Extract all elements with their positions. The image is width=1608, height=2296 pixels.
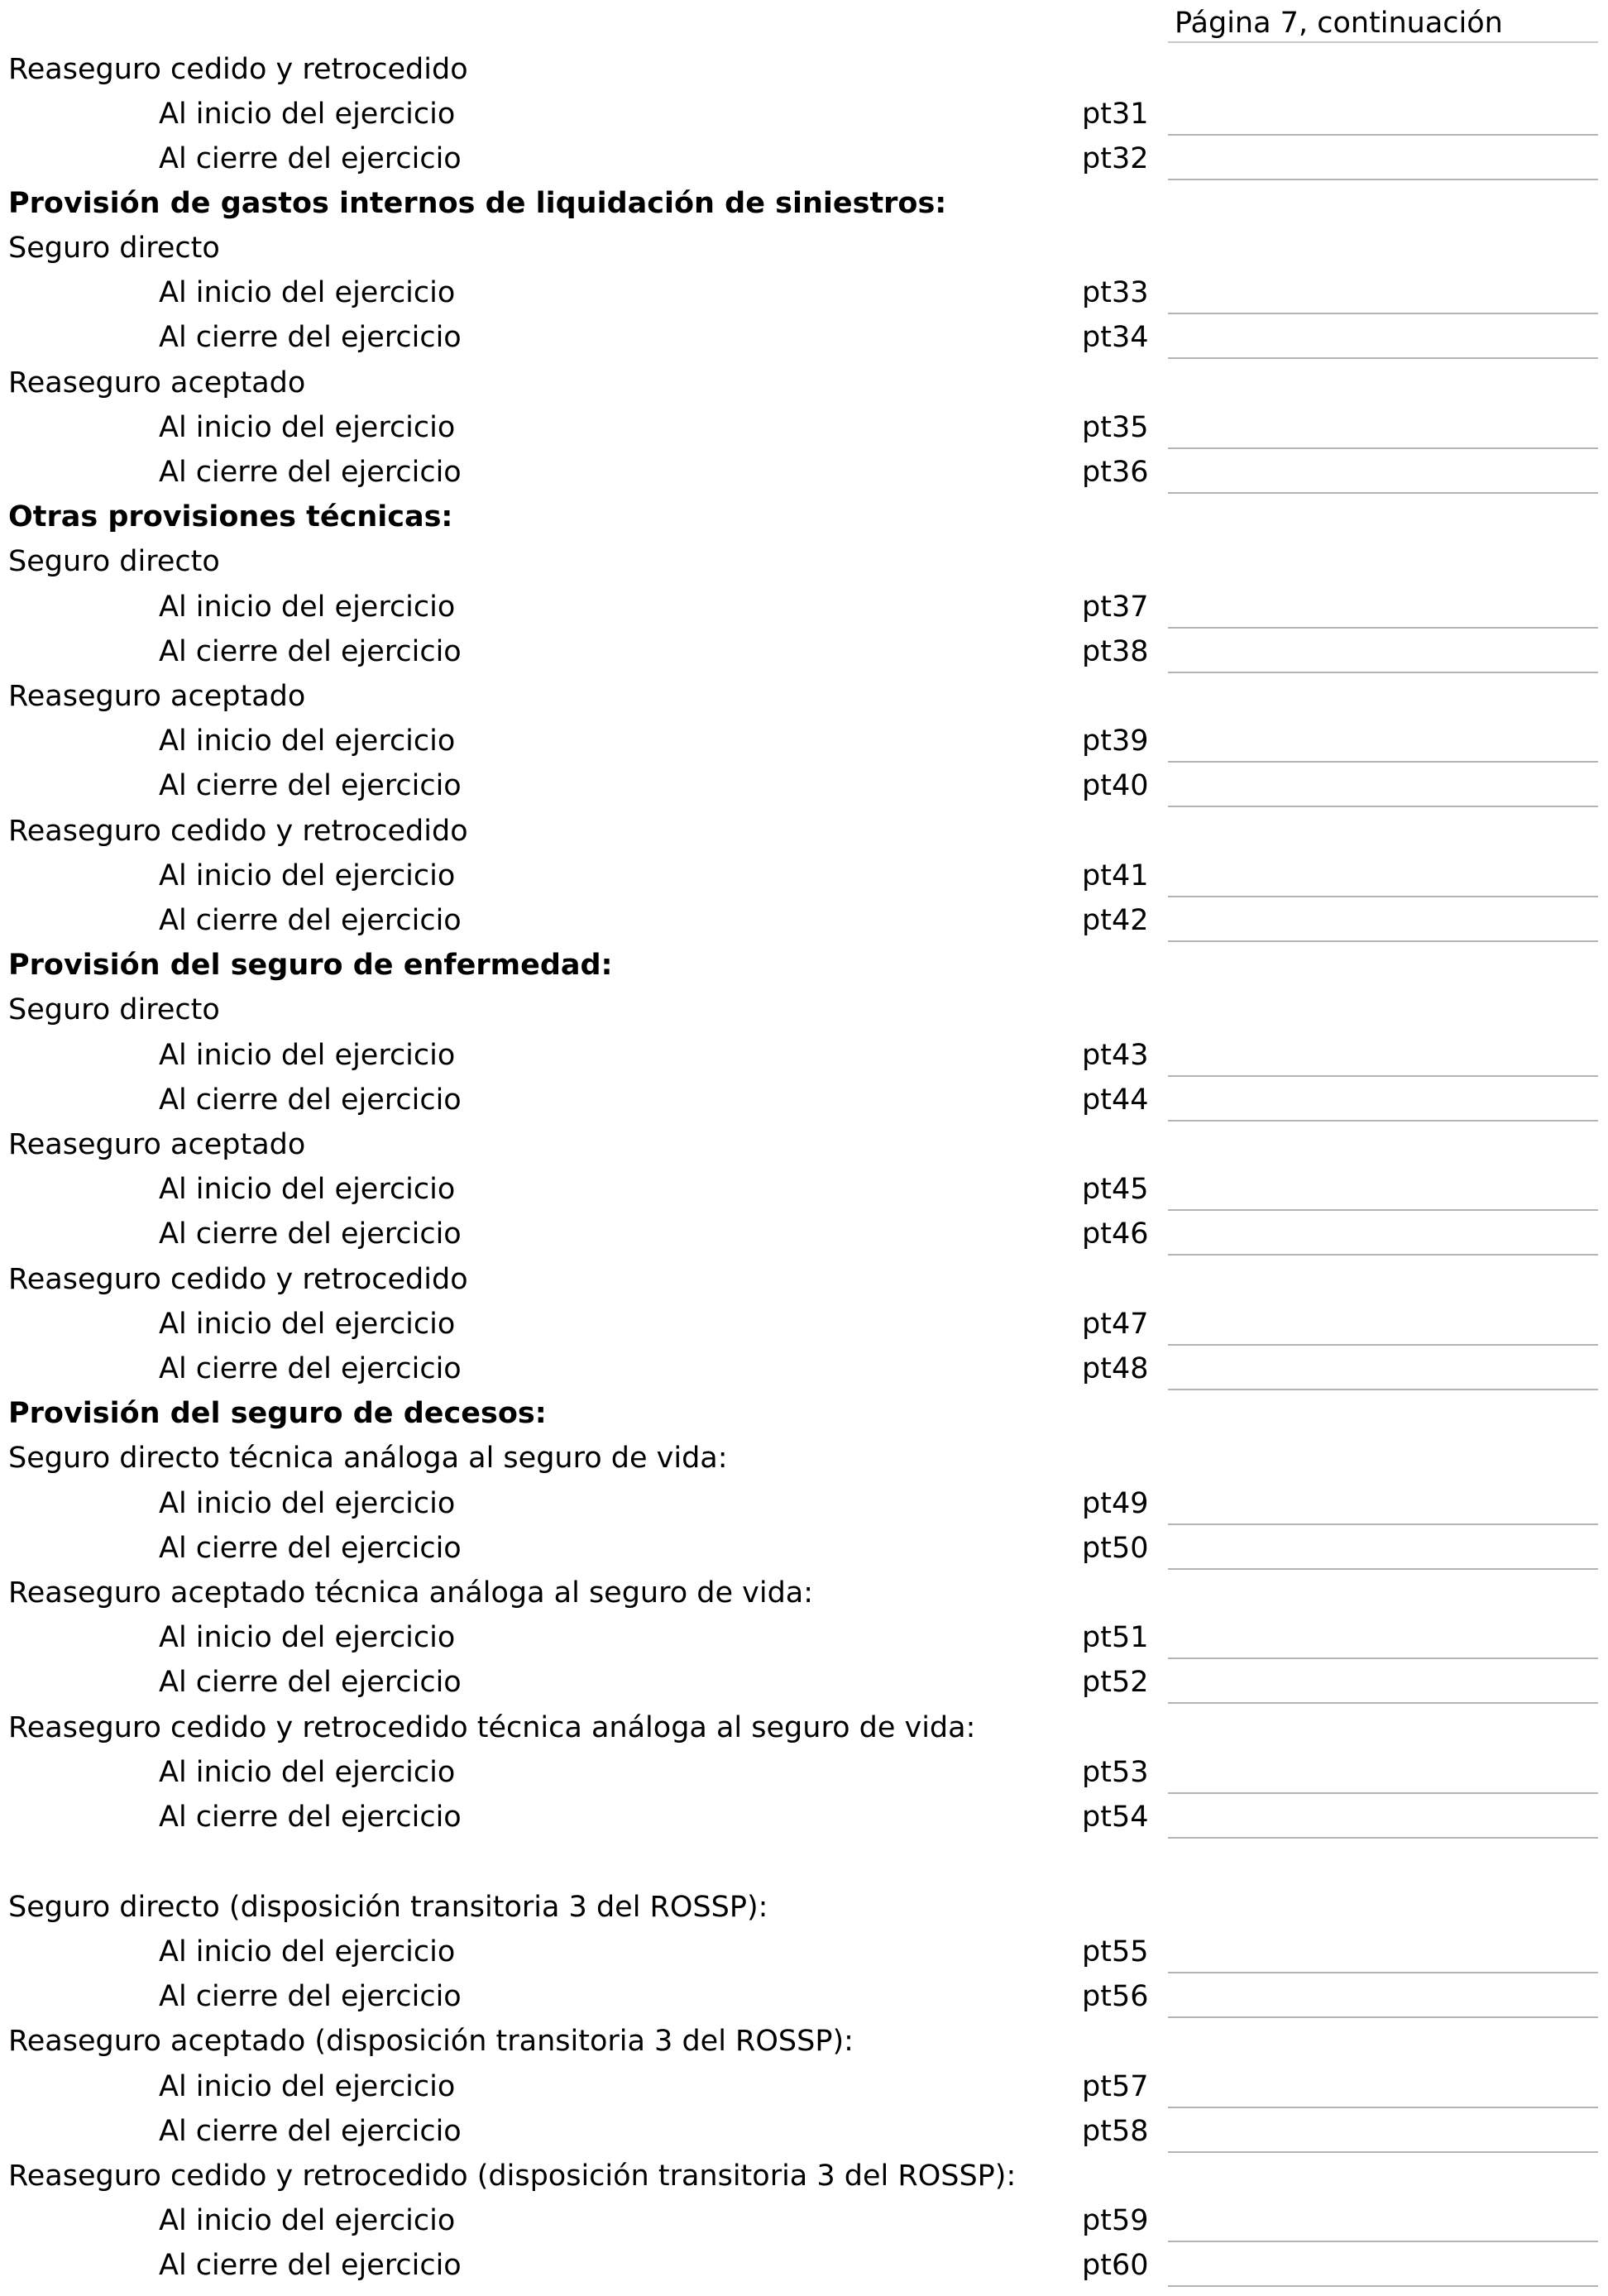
- field-code: pt60: [1082, 2249, 1149, 2282]
- subsection-row: [0, 2155, 1608, 2198]
- subsection-row: [0, 1258, 1608, 1301]
- amount-input-field[interactable]: [1168, 630, 1598, 673]
- field-code: pt40: [1082, 769, 1149, 802]
- subsection-row: [0, 361, 1608, 404]
- form-item-row: [0, 1168, 1608, 1211]
- form-item-row: [0, 1482, 1608, 1525]
- subsection-label: Reaseguro cedido y retrocedido: [8, 1263, 468, 1296]
- field-code: pt54: [1082, 1801, 1149, 1834]
- form-item-row: [0, 406, 1608, 449]
- form-item-row: [0, 1796, 1608, 1839]
- section-heading-row: [0, 944, 1608, 987]
- field-code: pt34: [1082, 321, 1149, 354]
- amount-input-field[interactable]: [1168, 1303, 1598, 1346]
- field-code: pt42: [1082, 904, 1149, 937]
- form-item-row: [0, 764, 1608, 807]
- section-heading: Provisión del seguro de decesos:: [8, 1397, 547, 1430]
- item-label: Al cierre del ejercicio: [159, 1980, 462, 2013]
- section-heading: Otras provisiones técnicas:: [8, 500, 453, 533]
- amount-input-field[interactable]: [1168, 406, 1598, 449]
- form-item-row: [0, 1616, 1608, 1659]
- form-item-row: [0, 2199, 1608, 2242]
- form-item-row: [0, 1213, 1608, 1256]
- item-label: Al inicio del ejercicio: [159, 1935, 456, 1968]
- page-label: Página 7, continuación: [1175, 7, 1503, 40]
- field-code: pt53: [1082, 1756, 1149, 1789]
- field-code: pt44: [1082, 1083, 1149, 1117]
- field-code: pt50: [1082, 1532, 1149, 1565]
- amount-input-field[interactable]: [1168, 1751, 1598, 1794]
- form-item-row: [0, 899, 1608, 942]
- field-code: pt32: [1082, 142, 1149, 175]
- section-heading-row: [0, 1392, 1608, 1435]
- form-item-row: [0, 586, 1608, 629]
- form-item-row: [0, 93, 1608, 136]
- subsection-label: Seguro directo (disposición transitoria 3 del ROSSP):: [8, 1891, 768, 1924]
- field-code: pt35: [1082, 411, 1149, 444]
- amount-input-field[interactable]: [1168, 1213, 1598, 1256]
- form-item-row: [0, 854, 1608, 897]
- field-code: pt45: [1082, 1173, 1149, 1206]
- subsection-row: [0, 675, 1608, 718]
- form-item-row: [0, 630, 1608, 673]
- field-code: pt48: [1082, 1352, 1149, 1385]
- form-item-row: [0, 2110, 1608, 2153]
- subsection-label: Reaseguro aceptado técnica análoga al seguro de vida:: [8, 1576, 814, 1610]
- amount-input-field[interactable]: [1168, 2110, 1598, 2153]
- item-label: Al inicio del ejercicio: [159, 1308, 456, 1341]
- amount-input-field[interactable]: [1168, 2065, 1598, 2108]
- field-code: pt38: [1082, 635, 1149, 668]
- form-item-row: [0, 137, 1608, 180]
- item-label: Al cierre del ejercicio: [159, 1666, 462, 1699]
- item-label: Al inicio del ejercicio: [159, 2204, 456, 2237]
- subsection-label: Seguro directo técnica análoga al seguro de vida:: [8, 1442, 728, 1475]
- subsection-label: Seguro directo: [8, 232, 220, 265]
- item-label: Al cierre del ejercicio: [159, 1352, 462, 1385]
- subsection-label: Reaseguro aceptado: [8, 1128, 306, 1161]
- item-label: Al cierre del ejercicio: [159, 456, 462, 489]
- item-label: Al inicio del ejercicio: [159, 411, 456, 444]
- section-heading: Provisión de gastos internos de liquidación de siniestros:: [8, 187, 947, 220]
- item-label: Al cierre del ejercicio: [159, 2115, 462, 2148]
- item-label: Al cierre del ejercicio: [159, 1083, 462, 1117]
- subsection-row: [0, 2020, 1608, 2063]
- field-code: pt33: [1082, 276, 1149, 309]
- field-code: pt46: [1082, 1217, 1149, 1251]
- item-label: Al cierre del ejercicio: [159, 1801, 462, 1834]
- form-item-row: [0, 1303, 1608, 1346]
- subsection-row: [0, 1571, 1608, 1614]
- amount-input-field[interactable]: [1168, 899, 1598, 942]
- item-label: Al cierre del ejercicio: [159, 142, 462, 175]
- item-label: Al inicio del ejercicio: [159, 1487, 456, 1520]
- amount-input-field[interactable]: [1168, 1796, 1598, 1839]
- field-code: pt37: [1082, 591, 1149, 624]
- field-code: pt56: [1082, 1980, 1149, 2013]
- field-code: pt55: [1082, 1935, 1149, 1968]
- form-item-row: [0, 720, 1608, 763]
- form-item-row: [0, 1751, 1608, 1794]
- subsection-label: Reaseguro cedido y retrocedido: [8, 53, 468, 86]
- amount-input-field[interactable]: [1168, 1930, 1598, 1973]
- item-label: Al inicio del ejercicio: [159, 98, 456, 131]
- field-code: pt31: [1082, 98, 1149, 131]
- subsection-label: Reaseguro cedido y retrocedido técnica análoga al seguro de vida:: [8, 1711, 976, 1744]
- amount-input-field[interactable]: [1168, 137, 1598, 180]
- field-code: pt47: [1082, 1308, 1149, 1341]
- field-code: pt57: [1082, 2070, 1149, 2103]
- item-label: Al inicio del ejercicio: [159, 859, 456, 892]
- form-item-row: [0, 451, 1608, 494]
- amount-input-field[interactable]: [1168, 2199, 1598, 2242]
- page-continuation-header: [1168, 3, 1598, 43]
- form-item-row: [0, 1527, 1608, 1570]
- item-label: Al cierre del ejercicio: [159, 769, 462, 802]
- subsection-row: [0, 540, 1608, 583]
- item-label: Al inicio del ejercicio: [159, 1039, 456, 1072]
- form-item-row: [0, 271, 1608, 314]
- amount-input-field[interactable]: [1168, 854, 1598, 897]
- subsection-row: [0, 1123, 1608, 1166]
- amount-input-field[interactable]: [1168, 1616, 1598, 1659]
- amount-input-field[interactable]: [1168, 1079, 1598, 1122]
- amount-input-field[interactable]: [1168, 451, 1598, 494]
- item-label: Al cierre del ejercicio: [159, 1217, 462, 1251]
- subsection-label: Reaseguro aceptado: [8, 680, 306, 713]
- amount-input-field[interactable]: [1168, 1482, 1598, 1525]
- field-code: pt49: [1082, 1487, 1149, 1520]
- item-label: Al inicio del ejercicio: [159, 2070, 456, 2103]
- form-item-row: [0, 316, 1608, 359]
- item-label: Al cierre del ejercicio: [159, 1532, 462, 1565]
- item-label: Al inicio del ejercicio: [159, 1756, 456, 1789]
- form-item-row: [0, 2065, 1608, 2108]
- subsection-row: [0, 1706, 1608, 1749]
- amount-input-field[interactable]: [1168, 764, 1598, 807]
- amount-input-field[interactable]: [1168, 2244, 1598, 2287]
- field-code: pt51: [1082, 1621, 1149, 1654]
- form-item-row: [0, 1347, 1608, 1390]
- subsection-label: Seguro directo: [8, 545, 220, 578]
- subsection-row: [0, 48, 1608, 91]
- section-heading: Provisión del seguro de enfermedad:: [8, 949, 613, 982]
- subsection-row: [0, 227, 1608, 270]
- amount-input-field[interactable]: [1168, 1168, 1598, 1211]
- amount-input-field[interactable]: [1168, 1034, 1598, 1077]
- subsection-label: Reaseguro aceptado (disposición transitoria 3 del ROSSP):: [8, 2025, 854, 2058]
- item-label: Al inicio del ejercicio: [159, 591, 456, 624]
- section-heading-row: [0, 495, 1608, 538]
- amount-input-field[interactable]: [1168, 586, 1598, 629]
- form-item-row: [0, 1975, 1608, 2018]
- subsection-label: Reaseguro cedido y retrocedido: [8, 815, 468, 848]
- form-item-row: [0, 1661, 1608, 1704]
- form-item-row: [0, 1930, 1608, 1973]
- field-code: pt41: [1082, 859, 1149, 892]
- subsection-label: Reaseguro aceptado: [8, 366, 306, 399]
- item-label: Al cierre del ejercicio: [159, 2249, 462, 2282]
- amount-input-field[interactable]: [1168, 1527, 1598, 1570]
- form-item-row: [0, 2244, 1608, 2287]
- subsection-label: Reaseguro cedido y retrocedido (disposición transitoria 3 del ROSSP):: [8, 2160, 1017, 2193]
- field-code: pt58: [1082, 2115, 1149, 2148]
- item-label: Al cierre del ejercicio: [159, 635, 462, 668]
- section-heading-row: [0, 182, 1608, 225]
- amount-input-field[interactable]: [1168, 1347, 1598, 1390]
- subsection-row: [0, 1437, 1608, 1480]
- item-label: Al cierre del ejercicio: [159, 321, 462, 354]
- amount-input-field[interactable]: [1168, 316, 1598, 359]
- field-code: pt52: [1082, 1666, 1149, 1699]
- subsection-label: Seguro directo: [8, 993, 220, 1026]
- amount-input-field[interactable]: [1168, 720, 1598, 763]
- item-label: Al inicio del ejercicio: [159, 725, 456, 758]
- item-label: Al inicio del ejercicio: [159, 276, 456, 309]
- subsection-row: [0, 1886, 1608, 1929]
- amount-input-field[interactable]: [1168, 1661, 1598, 1704]
- field-code: pt43: [1082, 1039, 1149, 1072]
- amount-input-field[interactable]: [1168, 271, 1598, 314]
- field-code: pt36: [1082, 456, 1149, 489]
- item-label: Al cierre del ejercicio: [159, 904, 462, 937]
- amount-input-field[interactable]: [1168, 1975, 1598, 2018]
- item-label: Al inicio del ejercicio: [159, 1173, 456, 1206]
- item-label: Al inicio del ejercicio: [159, 1621, 456, 1654]
- field-code: pt59: [1082, 2204, 1149, 2237]
- form-item-row: [0, 1034, 1608, 1077]
- amount-input-field[interactable]: [1168, 93, 1598, 136]
- subsection-row: [0, 810, 1608, 853]
- field-code: pt39: [1082, 725, 1149, 758]
- subsection-row: [0, 988, 1608, 1031]
- form-item-row: [0, 1079, 1608, 1122]
